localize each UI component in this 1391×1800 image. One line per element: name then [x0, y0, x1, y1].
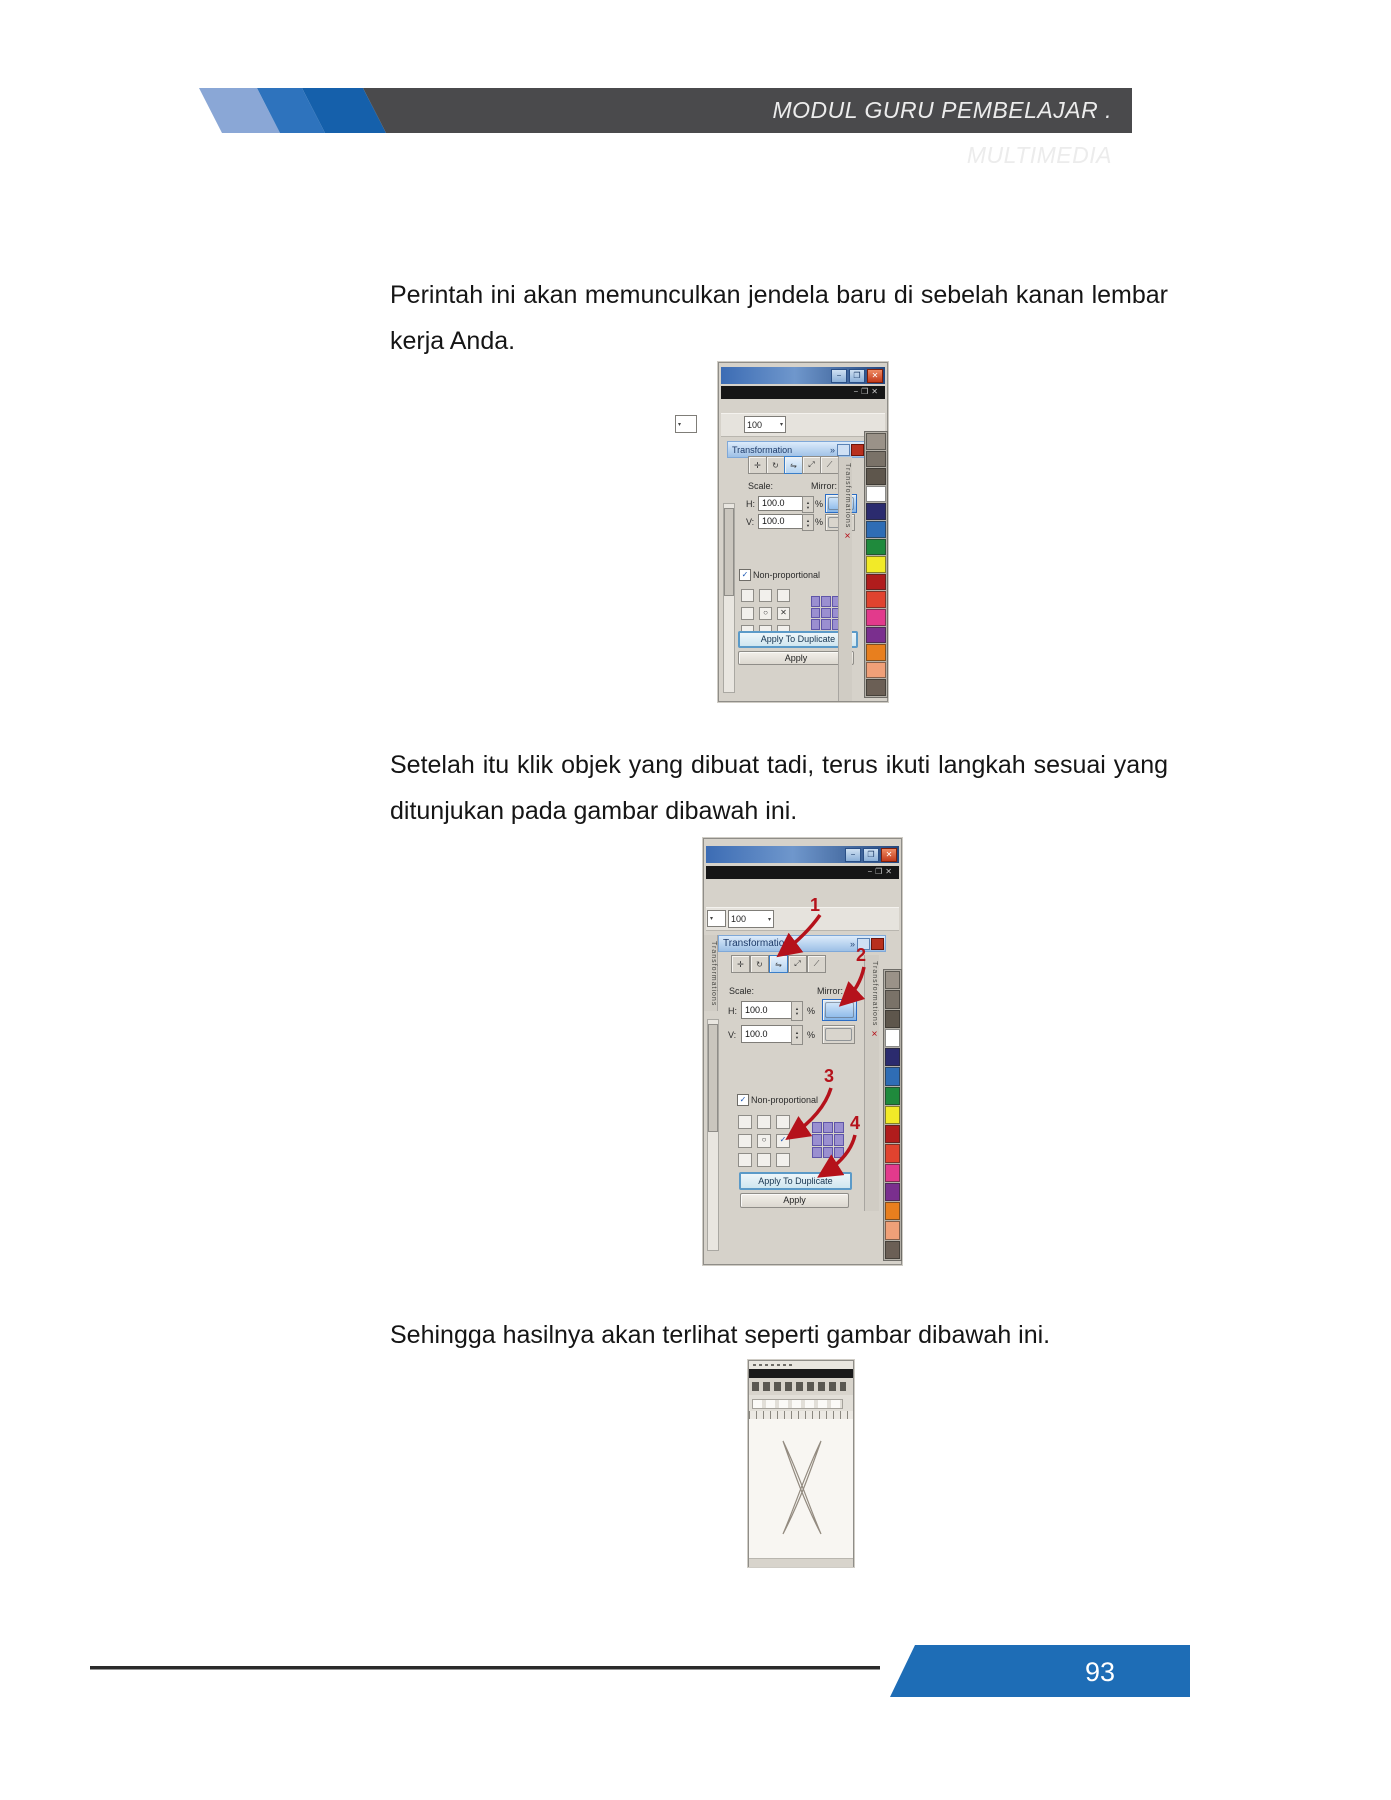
palette-swatch[interactable] [866, 451, 886, 468]
mirrored-curves-drawing [749, 1419, 853, 1558]
minimize-icon: − [850, 850, 856, 859]
anchor-bottom-left[interactable] [738, 1153, 752, 1167]
chevron-down-icon: ▾ [678, 421, 682, 428]
spin-down-icon: ▼ [806, 522, 810, 528]
left-scrollbar[interactable] [707, 1019, 719, 1251]
scale-label: Scale: [729, 986, 755, 996]
skew-tool-button[interactable]: ⟋ [807, 955, 826, 973]
anchor-center[interactable] [759, 607, 772, 620]
mini-toolbar-2 [749, 1395, 853, 1412]
anchor-bottom-center[interactable] [757, 1153, 771, 1167]
v-spinner[interactable] [791, 1025, 803, 1045]
restore-button[interactable] [849, 369, 865, 383]
anchor-top-left[interactable] [741, 589, 754, 602]
mini-menubar [749, 1369, 853, 1378]
h-spinner[interactable] [791, 1001, 803, 1021]
screenshot-result-window [748, 1360, 854, 1567]
doc-minimize-icon[interactable]: − [867, 867, 876, 876]
color-palette[interactable] [864, 431, 888, 698]
side-tab-label: Transformations [844, 463, 851, 529]
step-3-number: 3 [824, 1066, 835, 1086]
non-proportional-checkbox[interactable] [739, 569, 751, 581]
spin-up-icon: ▲ [795, 1030, 799, 1035]
side-tab-label: Transformations [710, 941, 717, 1007]
anchor-preview-icon [812, 1122, 844, 1158]
minimize-button[interactable] [845, 848, 861, 862]
palette-swatch[interactable] [885, 1144, 900, 1162]
paragraph-2: Setelah itu klik objek yang dibuat tadi, terus ikuti langkah sesuai yang ditunjukan pada gambar dibawah ini. [390, 751, 1168, 825]
palette-swatch[interactable] [866, 503, 886, 520]
menu-bar [706, 866, 899, 879]
skew-tool-button[interactable]: ⟋ [820, 456, 839, 474]
rotate-tool-button[interactable]: ↻ [750, 955, 769, 973]
doc-minimize-icon[interactable]: − [853, 387, 862, 396]
docker-chevron-icon: » [829, 444, 835, 455]
palette-swatch[interactable] [866, 679, 886, 696]
palette-swatch[interactable] [885, 1183, 900, 1201]
palette-swatch[interactable] [866, 556, 886, 573]
restore-icon: ❐ [853, 371, 861, 380]
palette-swatch[interactable] [885, 1010, 900, 1028]
scale-mirror-tool-button[interactable]: ⇋ [784, 456, 803, 474]
anchor-top-right[interactable] [776, 1115, 790, 1129]
mirror-label: Mirror: [817, 986, 843, 996]
check-icon: ✓ [779, 1135, 787, 1144]
paragraph-3: Sehingga hasilnya akan terlihat seperti gambar dibawah ini. [390, 1321, 1051, 1349]
h-spinner[interactable] [802, 496, 814, 513]
anchor-preview-icon [811, 596, 841, 630]
close-icon: ✕ [885, 850, 893, 859]
non-proportional-label: Non-proportional [751, 1095, 819, 1105]
position-tool-button[interactable]: ✛ [731, 955, 750, 973]
anchor-mid-right[interactable] [777, 607, 790, 620]
palette-swatch[interactable] [866, 574, 886, 591]
palette-swatch[interactable] [866, 627, 886, 644]
v-percent: % [807, 1030, 816, 1040]
step-2-arrow [844, 967, 864, 1002]
step-2-number: 2 [856, 945, 867, 965]
palette-swatch[interactable] [885, 1029, 900, 1047]
palette-swatch[interactable] [885, 1067, 900, 1085]
palette-swatch[interactable] [866, 433, 886, 450]
docker-titlebar[interactable] [718, 935, 886, 952]
h-scale-field[interactable]: 100.0 [758, 496, 804, 511]
close-icon: ✕ [871, 371, 879, 380]
canvas-scroll-fragment[interactable] [675, 415, 697, 433]
palette-swatch[interactable] [866, 644, 886, 661]
palette-swatch[interactable] [885, 1202, 900, 1220]
zoom-level-value: 100 [731, 914, 747, 924]
restore-icon: ❐ [867, 850, 875, 859]
scale-mirror-tool-button[interactable]: ⇋ [769, 955, 788, 973]
apply-to-duplicate-button[interactable]: Apply To Duplicate [738, 631, 858, 648]
non-proportional-checkbox[interactable] [737, 1094, 749, 1106]
v-label: V: [728, 1030, 737, 1040]
anchor-dot-icon: ○ [761, 1135, 767, 1144]
anchor-top-center[interactable] [757, 1115, 771, 1129]
doc-close-icon[interactable]: ✕ [885, 867, 895, 876]
zoom-level-combobox[interactable] [744, 416, 786, 433]
palette-swatch[interactable] [866, 486, 886, 503]
palette-swatch[interactable] [866, 539, 886, 556]
palette-swatch[interactable] [885, 1048, 900, 1066]
footer-decoration [80, 1640, 1200, 1710]
step-1-number: 1 [810, 895, 821, 915]
spin-up-icon: ▲ [795, 1006, 799, 1011]
canvas-scroll-fragment[interactable] [707, 910, 726, 927]
v-scale-field[interactable]: 100.0 [741, 1025, 793, 1043]
docker-title: Transformation [723, 938, 790, 949]
color-palette[interactable] [883, 969, 902, 1261]
palette-swatch[interactable] [866, 662, 886, 679]
palette-swatch[interactable] [885, 990, 900, 1008]
anchor-mid-right[interactable] [776, 1134, 790, 1148]
side-close-icon: ✕ [870, 1029, 879, 1040]
anchor-mid-left[interactable] [741, 607, 754, 620]
palette-swatch[interactable] [885, 1125, 900, 1143]
mirror-vertical-button[interactable] [822, 1025, 855, 1044]
palette-swatch[interactable] [866, 591, 886, 608]
doc-restore-icon[interactable]: ❐ [861, 387, 872, 396]
cross-icon: ✕ [780, 608, 787, 617]
palette-swatch[interactable] [866, 521, 886, 538]
corel-window [718, 362, 888, 702]
palette-swatch[interactable] [885, 971, 900, 989]
zoom-level-value: 100 [747, 419, 763, 430]
chevron-down-icon: ▾ [779, 422, 783, 428]
anchor-bottom-right[interactable] [776, 1153, 790, 1167]
mini-scrollbar[interactable] [749, 1558, 853, 1567]
rotate-tool-button[interactable]: ↻ [766, 456, 785, 474]
h-label: H: [746, 499, 755, 509]
step-4-number: 4 [850, 1113, 861, 1133]
non-proportional-label: Non-proportional [753, 570, 821, 580]
close-button[interactable] [881, 848, 897, 862]
chevron-down-icon: ▾ [710, 916, 714, 922]
doc-close-icon[interactable]: ✕ [871, 387, 881, 396]
doc-restore-icon[interactable]: ❐ [875, 867, 886, 876]
anchor-center[interactable] [757, 1134, 771, 1148]
scale-label: Scale: [748, 481, 774, 491]
mirror-label: Mirror: [811, 481, 837, 491]
h-percent: % [815, 499, 824, 509]
side-close-icon: ✕ [843, 531, 852, 542]
spin-down-icon: ▼ [795, 1035, 799, 1040]
mini-toolbar-1 [749, 1378, 853, 1396]
palette-swatch[interactable] [885, 1164, 900, 1182]
window-titlebar[interactable] [721, 367, 885, 384]
apply-to-duplicate-button[interactable]: Apply To Duplicate [739, 1172, 852, 1190]
spin-down-icon: ▼ [795, 1011, 799, 1016]
zoom-level-combobox[interactable] [728, 910, 774, 928]
docker-close-button[interactable] [851, 444, 864, 456]
mini-canvas [749, 1419, 853, 1558]
anchor-dot-icon: ○ [763, 608, 768, 617]
palette-swatch[interactable] [885, 1241, 900, 1259]
page-number: 93 [1084, 1657, 1116, 1687]
docker-title: Transformation [732, 444, 793, 455]
check-icon: ✓ [739, 1095, 747, 1104]
spin-down-icon: ▼ [806, 504, 810, 510]
docker-side-tabs[interactable] [838, 457, 852, 701]
chevron-down-icon: ▾ [767, 916, 771, 923]
docker-chevron-icon: » [849, 938, 855, 949]
docker-float-button[interactable] [857, 938, 870, 950]
spin-up-icon: ▲ [806, 517, 810, 523]
side-tab-label: Transformations [871, 961, 878, 1027]
position-tool-button[interactable]: ✛ [748, 456, 767, 474]
h-label: H: [728, 1006, 737, 1016]
mirror-horizontal-button[interactable] [822, 999, 857, 1021]
palette-swatch[interactable] [885, 1087, 900, 1105]
palette-swatch[interactable] [885, 1106, 900, 1124]
docker-side-tabs[interactable] [864, 955, 879, 1211]
screenshot-transformation-docker [675, 362, 886, 700]
v-percent: % [815, 517, 824, 527]
docker-left-tab[interactable] [704, 935, 718, 1011]
docker-close-button[interactable] [871, 938, 884, 950]
apply-button[interactable]: Apply [740, 1193, 849, 1208]
anchor-mid-left[interactable] [738, 1134, 752, 1148]
v-scale-field[interactable]: 100.0 [758, 514, 804, 529]
check-icon: ✓ [741, 570, 749, 579]
h-scale-field[interactable]: 100.0 [741, 1001, 793, 1019]
header-title: MODUL GURU PEMBELAJAR . MULTIMEDIA [772, 97, 1112, 168]
paragraph-1: Perintah ini akan memunculkan jendela baru di sebelah kanan lembar kerja Anda. [390, 281, 1168, 355]
left-scrollbar[interactable] [723, 503, 735, 693]
h-percent: % [807, 1006, 816, 1016]
anchor-top-right[interactable] [777, 589, 790, 602]
screenshot-annotated-docker [703, 838, 902, 1265]
size-tool-button[interactable]: ⤢ [788, 955, 807, 973]
docker-float-button[interactable] [837, 444, 850, 456]
restore-button[interactable] [863, 848, 879, 862]
window-titlebar[interactable] [706, 846, 899, 863]
anchor-top-left[interactable] [738, 1115, 752, 1129]
minimize-button[interactable] [831, 369, 847, 383]
v-spinner[interactable] [802, 514, 814, 531]
size-tool-button[interactable]: ⤢ [802, 456, 821, 474]
footer-rule [90, 1666, 880, 1670]
v-label: V: [746, 517, 755, 527]
palette-swatch[interactable] [866, 468, 886, 485]
anchor-top-center[interactable] [759, 589, 772, 602]
minimize-icon: − [836, 371, 842, 380]
palette-swatch[interactable] [885, 1221, 900, 1239]
palette-swatch[interactable] [866, 609, 886, 626]
mini-titlebar [749, 1361, 853, 1369]
spin-up-icon: ▲ [806, 499, 810, 505]
apply-button[interactable]: Apply [738, 651, 854, 665]
close-button[interactable] [867, 369, 883, 383]
menu-bar [721, 386, 885, 399]
